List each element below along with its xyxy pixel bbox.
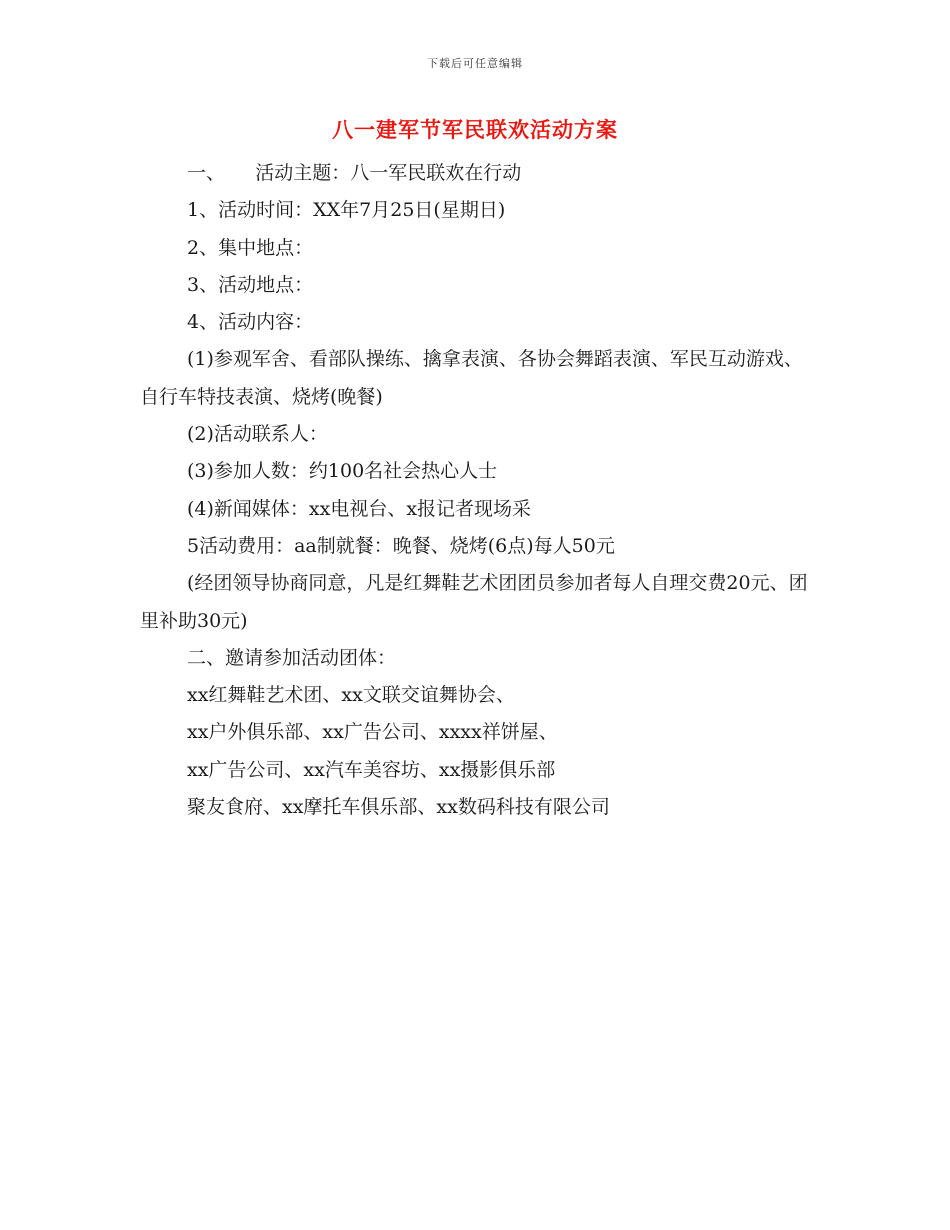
document-body (140, 155, 812, 826)
document-title: 八一建军节军民联欢活动方案 (332, 118, 618, 142)
paragraph-fees: 5活动费用：aa制就餐：晚餐、烧烤(6点)每人50元 (187, 534, 615, 557)
paragraph-time: 1、活动时间：XX年7月25日(星期日) (187, 199, 506, 222)
section-heading-groups: 二、邀请参加活动团体： (187, 646, 397, 669)
paragraph-fee-note: (经团领导协商同意，凡是红舞鞋艺术团团员参加者每人自理交费20元、团里补助30元) (140, 572, 808, 632)
page-header: 下载后可任意编辑 (427, 57, 523, 70)
paragraph-media: (4)新闻媒体：xx电视台、x报记者现场采 (187, 497, 532, 520)
section-heading-theme: 一、 活动主题：八一军民联欢在行动 (187, 162, 522, 184)
paragraph-gathering-place: 2、集中地点： (187, 236, 314, 259)
paragraph-content-items: (1)参观军舍、看部队操练、擒拿表演、各协会舞蹈表演、军民互动游戏、自行车特技表演、烧烤(晚餐) (140, 348, 803, 408)
paragraph-groups-3: xx广告公司、xx汽车美容坊、xx摄影俱乐部 (187, 758, 556, 781)
paragraph-groups-2: xx户外俱乐部、xx广告公司、xxxx祥饼屋、 (187, 721, 558, 744)
paragraph-groups-4: 聚友食府、xx摩托车俱乐部、xx数码科技有限公司 (187, 796, 610, 819)
paragraph-groups-1: xx红舞鞋艺术团、xx文联交谊舞协会、 (187, 684, 515, 707)
paragraph-activity-place: 3、活动地点： (187, 273, 314, 296)
paragraph-participants: (3)参加人数：约100名社会热心人士 (187, 460, 498, 483)
paragraph-contact: (2)活动联系人： (187, 423, 328, 446)
paragraph-content-heading: 4、活动内容： (187, 311, 314, 334)
